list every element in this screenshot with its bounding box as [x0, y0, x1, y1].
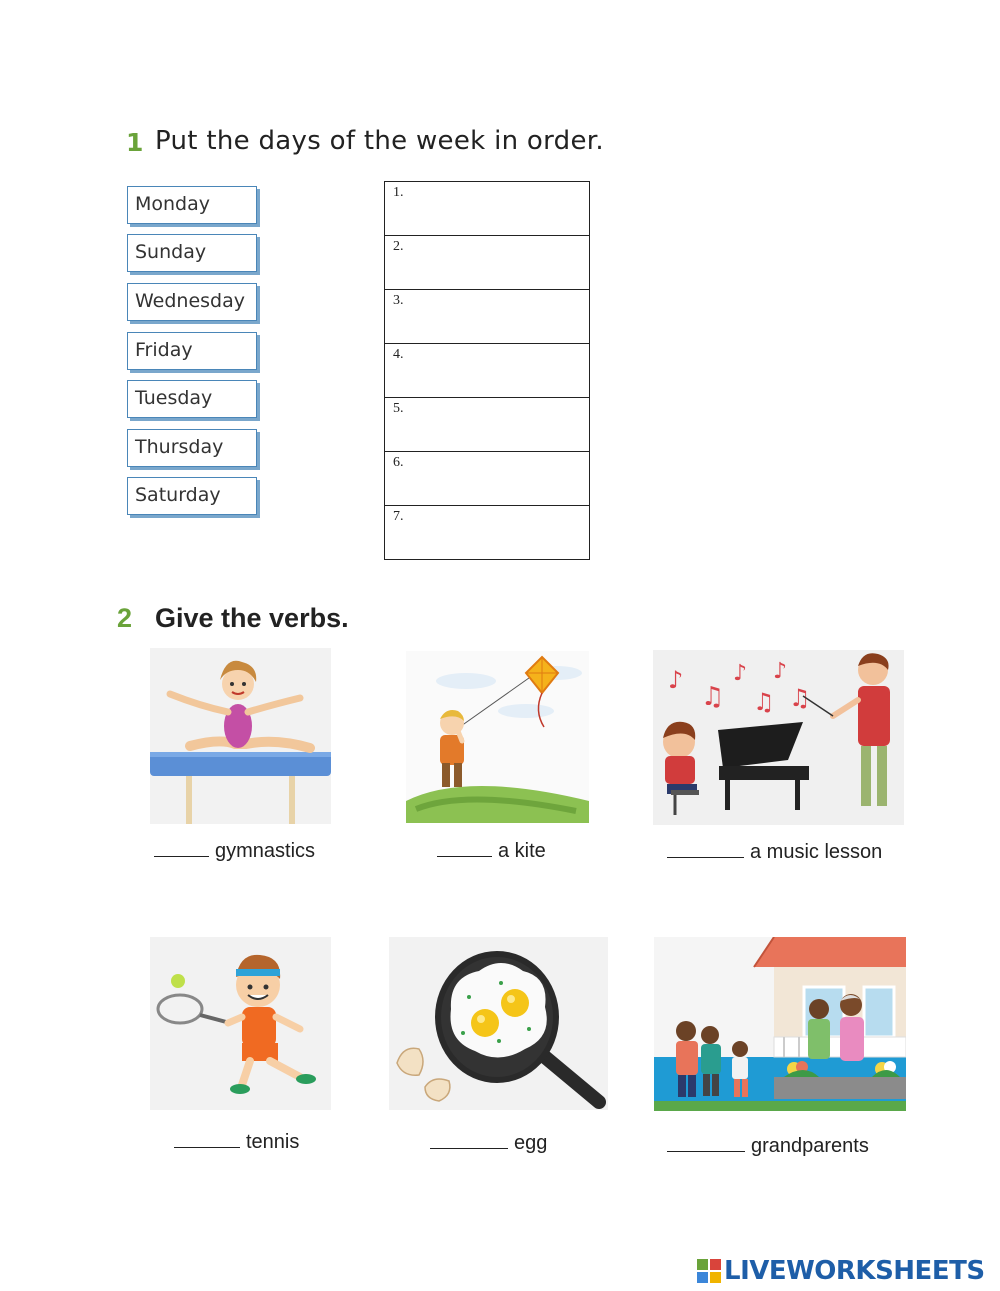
svg-text:♫: ♫ — [701, 682, 725, 712]
caption-text: gymnastics — [215, 840, 316, 862]
svg-text:♪: ♪ — [668, 666, 684, 694]
svg-text:♫: ♫ — [753, 688, 775, 716]
caption-text: a kite — [498, 840, 546, 862]
svg-text:♪: ♪ — [773, 659, 788, 684]
day-card-sunday[interactable]: Sunday — [127, 234, 257, 272]
liveworksheets-logo — [697, 1256, 985, 1286]
order-table — [384, 181, 590, 560]
section2-number: 2 — [117, 603, 133, 633]
svg-text:♪: ♪ — [733, 661, 748, 686]
section1-number: 1 — [126, 128, 144, 157]
day-card-friday[interactable]: Friday — [127, 332, 257, 370]
caption-text: tennis — [246, 1131, 300, 1153]
answer-blank-tennis[interactable] — [174, 1129, 240, 1148]
tennis-player-icon — [150, 937, 331, 1110]
day-card-monday[interactable]: Monday — [127, 186, 257, 224]
order-slot-4[interactable] — [385, 344, 590, 398]
order-slot-1[interactable] — [385, 182, 590, 236]
order-slot-3[interactable] — [385, 290, 590, 344]
answer-blank-music-lesson[interactable] — [667, 839, 744, 858]
visit-grandparents-icon — [654, 937, 906, 1111]
svg-text:♫: ♫ — [789, 684, 811, 712]
caption-tennis — [174, 1129, 299, 1154]
answer-blank-kite[interactable] — [437, 838, 492, 857]
slot-number: 2. — [393, 239, 404, 254]
day-card-thursday[interactable]: Thursday — [127, 429, 257, 467]
slot-number: 5. — [393, 401, 404, 416]
slot-number: 6. — [393, 455, 404, 470]
liveworksheets-logo-icon — [697, 1259, 721, 1283]
day-card-saturday[interactable]: Saturday — [127, 477, 257, 515]
caption-text: a music lesson — [750, 841, 883, 863]
fried-egg-icon — [389, 937, 608, 1110]
piano-lesson-icon — [653, 650, 904, 825]
order-slot-7[interactable] — [385, 506, 590, 560]
caption-grandparents — [667, 1133, 869, 1158]
order-slot-2[interactable] — [385, 236, 590, 290]
caption-text: grandparents — [751, 1135, 869, 1157]
logo-text: LIVEWORKSHEETS — [724, 1256, 985, 1286]
section2-title: Give the verbs. — [155, 603, 349, 633]
order-slot-6[interactable] — [385, 452, 590, 506]
section1-title: Put the days of the week in order. — [155, 126, 604, 156]
caption-kite — [437, 838, 546, 863]
caption-egg — [430, 1130, 547, 1155]
caption-music-lesson — [667, 839, 882, 864]
kite-icon — [406, 651, 589, 823]
answer-blank-gymnastics[interactable] — [154, 838, 209, 857]
day-card-wednesday[interactable]: Wednesday — [127, 283, 257, 321]
caption-gymnastics — [154, 838, 315, 863]
answer-blank-egg[interactable] — [430, 1130, 508, 1149]
slot-number: 1. — [393, 185, 404, 200]
slot-number: 3. — [393, 293, 404, 308]
day-card-tuesday[interactable]: Tuesday — [127, 380, 257, 418]
order-slot-5[interactable] — [385, 398, 590, 452]
gymnast-icon — [150, 648, 331, 824]
slot-number: 4. — [393, 347, 404, 362]
answer-blank-grandparents[interactable] — [667, 1133, 745, 1152]
slot-number: 7. — [393, 509, 404, 524]
caption-text: egg — [514, 1132, 548, 1154]
